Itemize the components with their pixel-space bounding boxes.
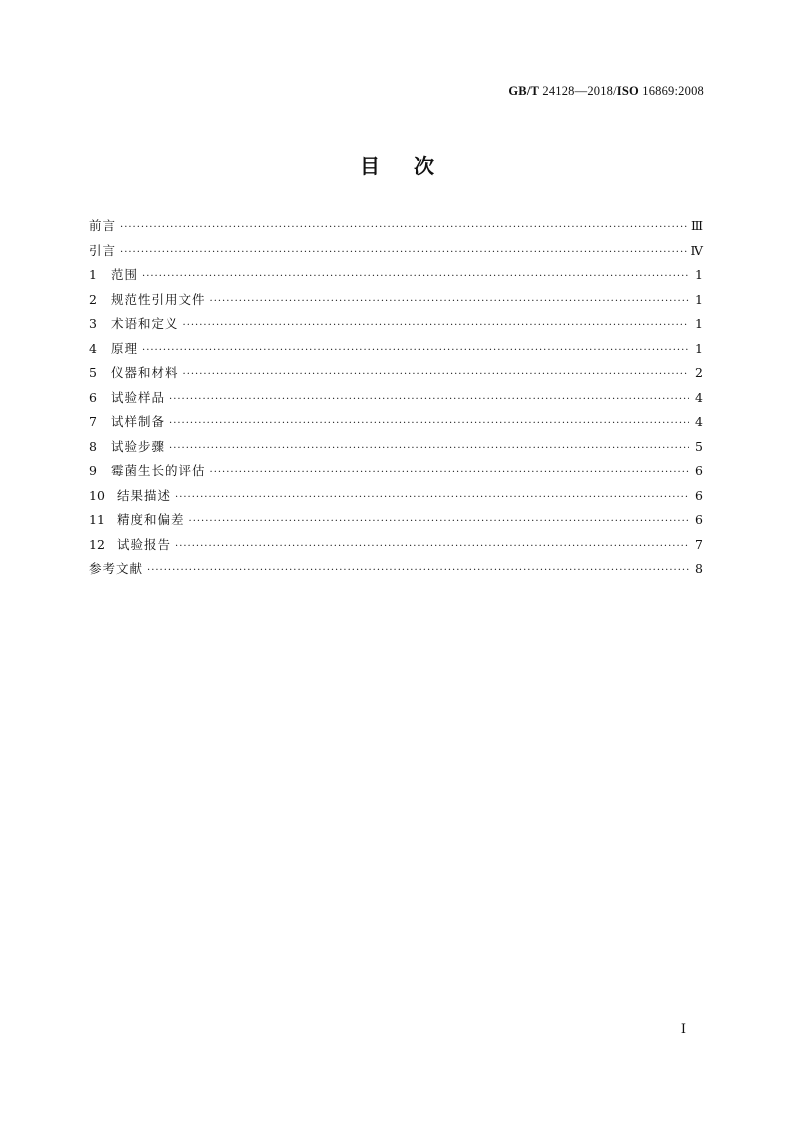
toc-entry[interactable] <box>89 535 703 560</box>
toc-entry-page: 1 <box>695 340 703 356</box>
toc-leader-dots <box>183 320 689 331</box>
toc-entry-label: 霉菌生长的评估 <box>111 463 206 478</box>
toc-entry-label: 试验报告 <box>117 536 172 552</box>
toc-entry-number: 8 <box>89 438 97 454</box>
toc-entry-number: 9 <box>89 463 97 478</box>
toc-entry-label: 参考文献 <box>89 561 144 576</box>
toc-entry-label: 引言 <box>89 242 117 258</box>
toc-entry[interactable] <box>89 241 703 266</box>
toc-entry-number: 4 <box>89 340 97 356</box>
toc-entry[interactable] <box>89 363 703 388</box>
toc-entry[interactable] <box>89 290 703 315</box>
toc-entry-page: 6 <box>695 512 703 527</box>
toc-entry-label: 试验样品 <box>111 389 166 405</box>
toc-entry-page: 2 <box>695 365 703 380</box>
toc-entry[interactable] <box>89 559 703 584</box>
toc-entry-number: 11 <box>89 512 105 527</box>
toc-leader-dots <box>169 394 689 405</box>
toc-leader-dots <box>147 565 689 576</box>
toc-leader-dots <box>120 222 687 233</box>
toc-entry-number: 5 <box>89 365 97 380</box>
toc-entry-label: 术语和定义 <box>111 316 179 331</box>
toc-entry-number: 3 <box>89 316 97 331</box>
toc-entry-page: 4 <box>695 389 703 405</box>
toc-entry[interactable] <box>89 437 703 462</box>
page-number: I <box>680 1022 686 1037</box>
toc-entry-number: 2 <box>89 291 97 307</box>
toc-entry-label: 前言 <box>89 218 117 233</box>
toc-leader-dots <box>183 369 689 380</box>
toc-leader-dots <box>175 541 689 552</box>
table-of-contents <box>89 216 703 584</box>
toc-entry-page: 8 <box>695 561 703 576</box>
toc-entry[interactable] <box>89 265 703 290</box>
toc-entry[interactable] <box>89 314 703 339</box>
toc-entry-label: 精度和偏差 <box>117 512 185 527</box>
toc-entry-label: 结果描述 <box>117 487 172 503</box>
toc-entry-page: 1 <box>695 291 703 307</box>
toc-leader-dots <box>142 271 689 282</box>
toc-entry-label: 原理 <box>111 340 139 356</box>
standard-code: 24128—2018/ <box>539 84 617 98</box>
page-title: 目次 <box>360 154 468 178</box>
toc-leader-dots <box>120 247 686 258</box>
toc-leader-dots <box>142 345 689 356</box>
toc-entry-page: 1 <box>695 316 703 331</box>
toc-entry[interactable] <box>89 216 703 241</box>
toc-entry-label: 范围 <box>111 267 139 282</box>
toc-entry-number: 1 <box>89 267 97 282</box>
toc-entry-page: 4 <box>695 414 703 429</box>
toc-entry-label: 仪器和材料 <box>111 365 179 380</box>
document-header <box>508 84 704 99</box>
toc-leader-dots <box>210 296 689 307</box>
toc-entry-number: 10 <box>89 487 105 503</box>
toc-entry-page: 7 <box>695 536 703 552</box>
toc-entry-number: 12 <box>89 536 105 552</box>
toc-entry-number: 7 <box>89 414 97 429</box>
toc-entry[interactable] <box>89 412 703 437</box>
toc-entry-page: 6 <box>695 463 703 478</box>
toc-entry-page: 1 <box>695 267 703 282</box>
iso-code: 16869:2008 <box>638 84 704 98</box>
toc-entry-page: Ⅳ <box>690 242 703 258</box>
toc-leader-dots <box>169 418 689 429</box>
toc-entry[interactable] <box>89 339 703 364</box>
toc-entry[interactable] <box>89 510 703 535</box>
toc-entry-label: 规范性引用文件 <box>111 291 206 307</box>
standard-prefix: GB/T <box>508 84 540 98</box>
toc-entry[interactable] <box>89 461 703 486</box>
toc-leader-dots <box>210 467 689 478</box>
toc-entry-label: 试验步骤 <box>111 438 166 454</box>
toc-leader-dots <box>189 516 689 527</box>
toc-entry-page: 6 <box>695 487 703 503</box>
iso-prefix: ISO <box>616 84 639 98</box>
toc-leader-dots <box>169 443 689 454</box>
toc-leader-dots <box>175 492 689 503</box>
toc-entry-page: Ⅲ <box>690 218 703 233</box>
toc-entry-number: 6 <box>89 389 97 405</box>
toc-entry-page: 5 <box>695 438 703 454</box>
toc-entry-label: 试样制备 <box>111 414 166 429</box>
toc-entry[interactable] <box>89 388 703 413</box>
toc-entry[interactable] <box>89 486 703 511</box>
